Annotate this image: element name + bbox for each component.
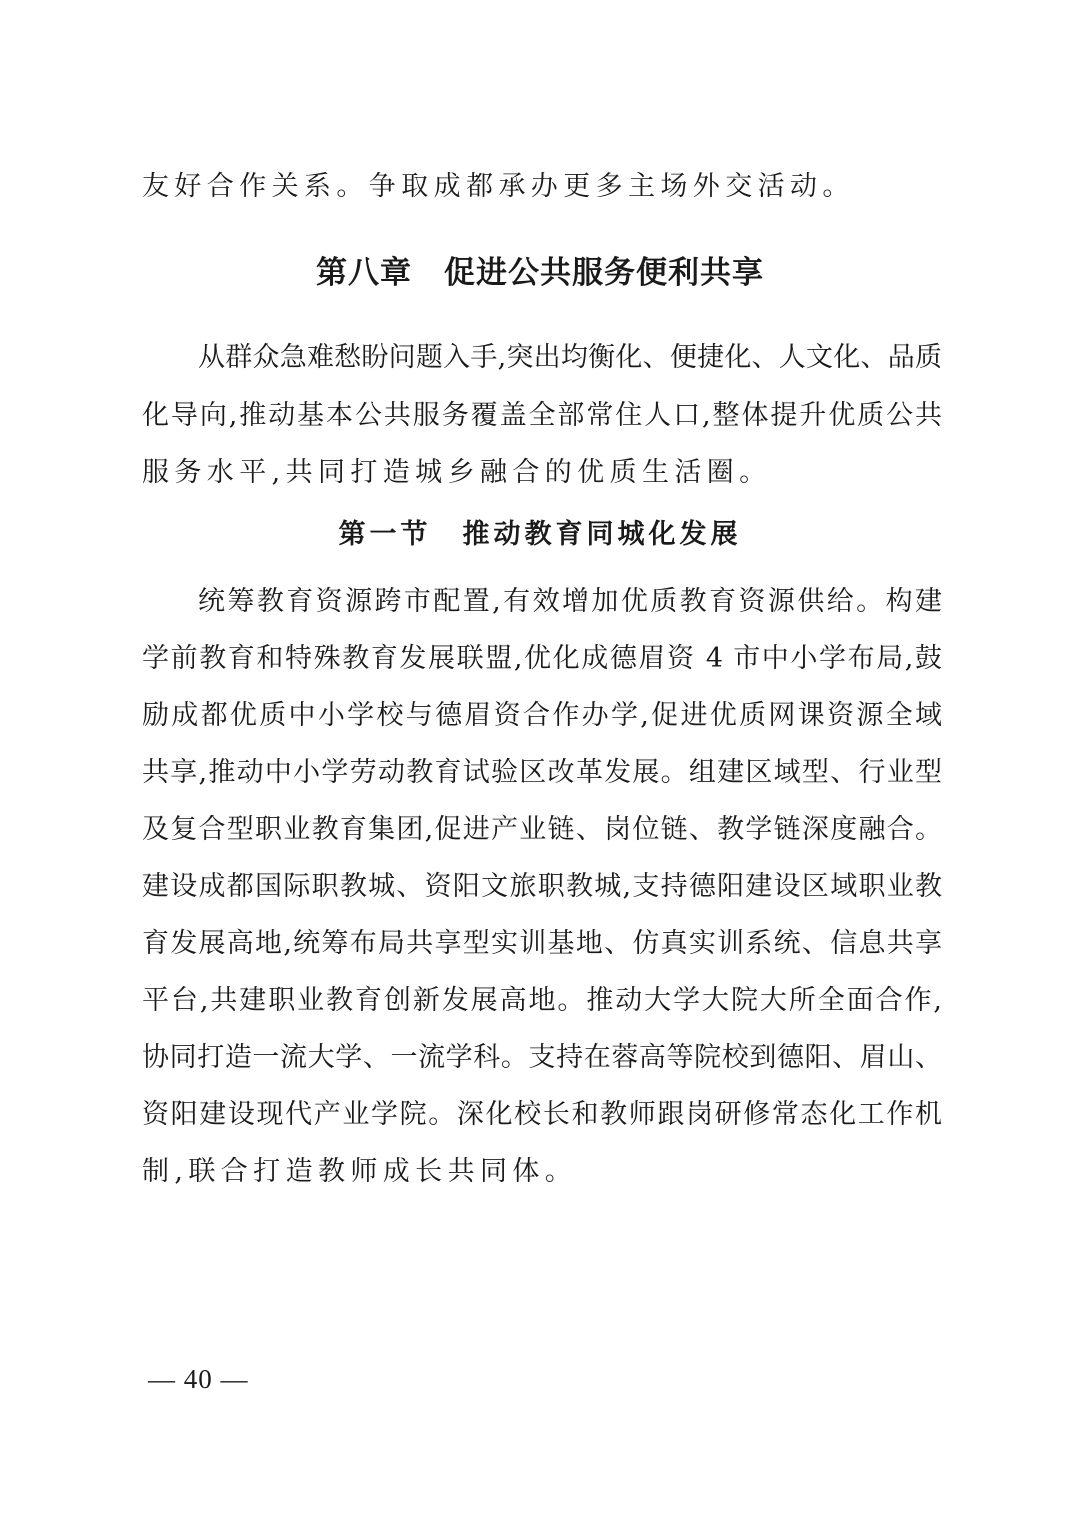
continuation-line: 友好合作关系。争取成都承办更多主场外交活动。 bbox=[142, 171, 855, 202]
body-line-6: 建设成都国际职教城、资阳文旅职教城,支持德阳建设区域职业教 bbox=[142, 871, 942, 902]
body-line-3: 励成都优质中小学校与德眉资合作办学,促进优质网课资源全域 bbox=[142, 700, 942, 731]
intro-line-2: 化导向,推动基本公共服务覆盖全部常住人口,整体提升优质公共 bbox=[142, 400, 942, 431]
body-line-5: 及复合型职业教育集团,促进产业链、岗位链、教学链深度融合。 bbox=[142, 814, 942, 845]
body-line-8: 平台,共建职业教育创新发展高地。推动大学大院大所全面合作, bbox=[142, 985, 942, 1016]
intro-line-3: 服务水平,共同打造城乡融合的优质生活圈。 bbox=[142, 457, 772, 488]
body-line-2: 学前教育和特殊教育发展联盟,优化成德眉资 4 市中小学布局,鼓 bbox=[142, 643, 942, 674]
body-line-7: 育发展高地,统筹布局共享型实训基地、仿真实训系统、信息共享 bbox=[142, 928, 942, 959]
body-line-4: 共享,推动中小学劳动教育试验区改革发展。组建区域型、行业型 bbox=[142, 757, 942, 788]
section-title: 第一节 推动教育同城化发展 bbox=[338, 519, 742, 550]
body-line-1: 统筹教育资源跨市配置,有效增加优质教育资源供给。构建 bbox=[198, 586, 942, 617]
body-line-9: 协同打造一流大学、一流学科。支持在蓉高等院校到德阳、眉山、 bbox=[142, 1042, 942, 1073]
page-number: — 40 — bbox=[148, 1364, 249, 1394]
body-line-10: 资阳建设现代产业学院。深化校长和教师跟岗研修常态化工作机 bbox=[142, 1099, 942, 1130]
chapter-title: 第八章 促进公共服务便利共享 bbox=[316, 255, 764, 291]
body-line-11: 制,联合打造教师成长共同体。 bbox=[142, 1156, 578, 1187]
intro-line-1: 从群众急难愁盼问题入手,突出均衡化、便捷化、人文化、品质 bbox=[198, 342, 942, 373]
